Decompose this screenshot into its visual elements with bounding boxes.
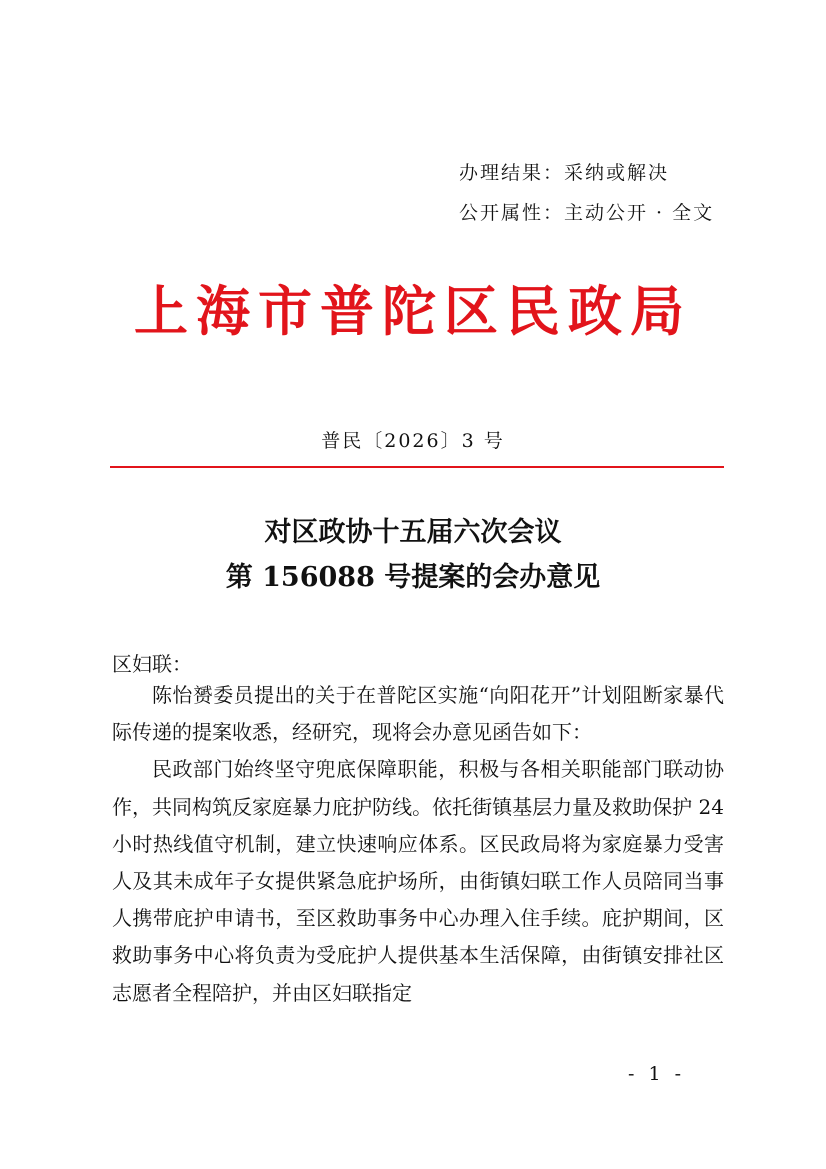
- red-divider-line: [110, 466, 724, 468]
- body-text: [112, 677, 724, 1012]
- page-number: - 1 -: [628, 1063, 686, 1085]
- document-title-line-1: 对区政协十五届六次会议: [264, 517, 562, 548]
- document-title-line-2: 第 156088 号提案的会办意见: [225, 562, 601, 593]
- disclosure-attribute: 公开属性：主动公开 · 全文: [459, 202, 715, 224]
- document-number: 普民〔2026〕3 号: [321, 430, 505, 452]
- addressee: 区妇联：: [112, 652, 192, 676]
- body-paragraph-1: 陈怡赟委员提出的关于在普陀区实施“向阳花开”计划阻断家暴代际传递的提案收悉，经研究，现将会办意见函告如下：: [112, 683, 724, 745]
- issuing-organization-title: 上海市普陀区民政局: [134, 279, 692, 343]
- body-paragraph-2: 民政部门始终坚守兜底保障职能，积极与各相关职能部门联动协作，共同构筑反家庭暴力庇护防线。依托街镇基层力量及救助保护 24 小时热线值守机制，建立快速响应体系。区民政局将为家庭暴力受害人及其未成年子女提供紧急庇护场所，由街镇妇联工作人员陪同当事人携带庇护申请书，至区救助事务中心办理入住手续。庇护期间，区救助事务中心将负责为受庇护人提供基本生活保障，由街镇安排社区志愿者全程陪护，并由区妇联指定: [112, 757, 724, 1005]
- handling-result: 办理结果：采纳或解决: [459, 162, 670, 184]
